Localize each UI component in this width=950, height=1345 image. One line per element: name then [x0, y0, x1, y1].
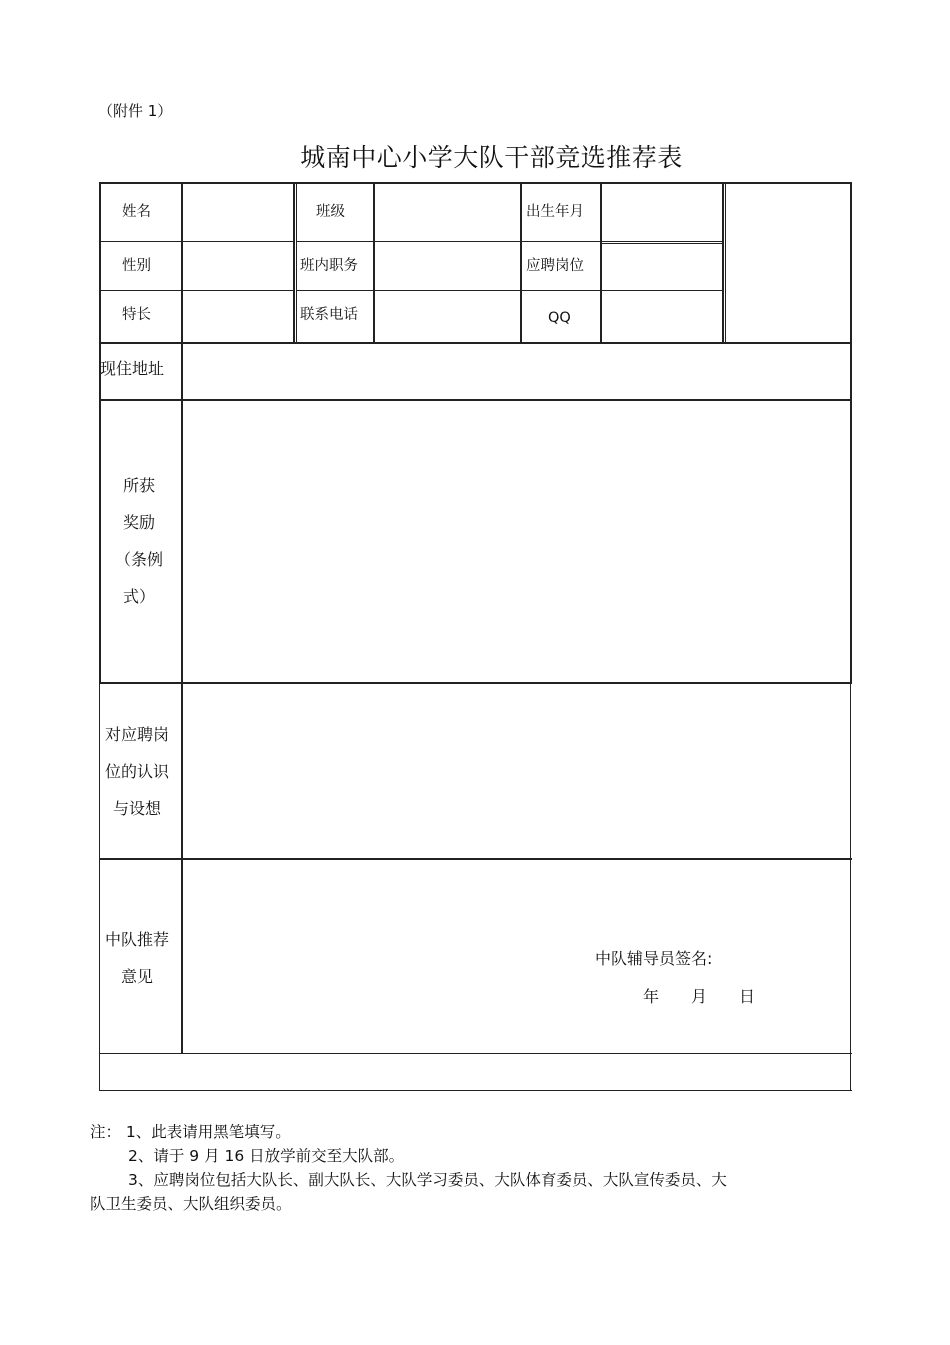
note-line-4: 队卫生委员、大队组织委员。 [90, 1195, 292, 1213]
counselor-signature-label: 中队辅导员签名: [595, 949, 713, 968]
date-year-label: 年 [643, 987, 660, 1006]
row-line-1b [296, 241, 723, 242]
table-right-border [850, 182, 852, 682]
col-divider-7 [725, 182, 726, 342]
date-month-label: 月 [691, 987, 708, 1006]
awards-label-line-1: 所获 [122, 476, 155, 495]
understanding-label-line-1: 对应聘岗 [104, 725, 169, 744]
note-line-3: 3、应聘岗位包括大队长、副大队长、大队学习委员、大队体育委员、大队宣传委员、大 [128, 1171, 727, 1189]
row-line-7 [99, 1053, 852, 1054]
row-line-1c [600, 243, 723, 244]
class-label: 班级 [316, 204, 345, 220]
birth-date-label: 出生年月 [526, 204, 584, 220]
row-line-2a [99, 290, 295, 291]
row-line-1a [99, 241, 295, 242]
row-line-6 [99, 858, 852, 860]
understanding-label-line-3: 与设想 [112, 799, 161, 818]
notes [90, 1120, 727, 1216]
page-title: 城南中心小学大队干部竞选推荐表 [300, 143, 683, 172]
table-top-border [99, 182, 852, 184]
note-line-2: 2、请于 9 月 16 日放学前交至大队部。 [128, 1147, 405, 1165]
awards-label [100, 467, 178, 615]
awards-label-line-3: （条例 [114, 550, 163, 569]
col-divider-4 [520, 182, 522, 342]
col-divider-2a [293, 182, 295, 342]
awards-label-line-4: 式） [122, 587, 155, 606]
awards-label-line-2: 奖励 [122, 513, 155, 532]
col-divider-5 [600, 182, 602, 342]
class-duty-label: 班内职务 [300, 258, 358, 274]
col-divider-2b [296, 182, 297, 342]
specialty-label: 特长 [122, 307, 151, 323]
address-label: 现住地址 [100, 359, 165, 378]
qq-label: QQ [548, 310, 571, 326]
col-divider-1 [181, 182, 183, 1053]
applied-post-label: 应聘岗位 [526, 258, 584, 274]
attachment-note: （附件 1） [98, 102, 173, 120]
gender-label: 性别 [122, 258, 151, 274]
squad-recommendation-label [97, 921, 177, 995]
table-bottom-border [99, 1090, 852, 1091]
name-label: 姓名 [122, 204, 151, 220]
recommend-label-line-1: 中队推荐 [104, 930, 169, 949]
post-understanding-label [97, 716, 177, 827]
row-line-2b [296, 290, 723, 291]
note-line-1: 注： 1、此表请用黑笔填写。 [90, 1123, 291, 1141]
col-divider-6 [722, 182, 724, 342]
row-line-5 [99, 682, 852, 684]
row-line-4 [99, 399, 852, 401]
table-right-border-lower [850, 682, 851, 1091]
phone-label: 联系电话 [300, 307, 358, 323]
row-line-3 [99, 342, 852, 344]
date-day-label: 日 [739, 987, 756, 1006]
understanding-label-line-2: 位的认识 [104, 762, 169, 781]
recommend-label-line-2: 意见 [120, 967, 153, 986]
col-divider-3 [373, 182, 375, 342]
